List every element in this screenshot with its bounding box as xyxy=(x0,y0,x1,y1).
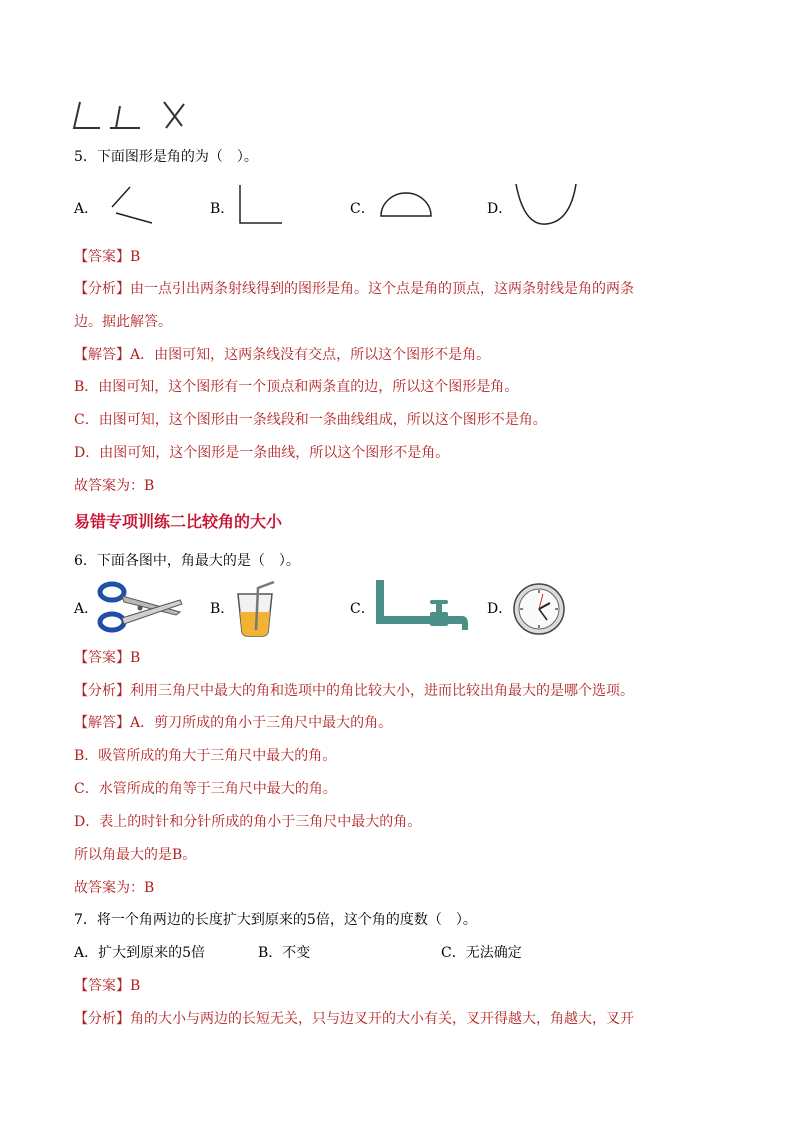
q6-option-c-water-pipe-icon xyxy=(374,578,474,638)
q5-answer: 【答案】B xyxy=(74,249,141,265)
q5-option-b-label[interactable]: B． xyxy=(210,201,235,217)
q5-analysis-line1: 【分析】由一点引出两条射线得到的图形是角。这个点是角的顶点，这两条射线是角的两条 xyxy=(74,281,634,297)
q5-option-d-label[interactable]: D． xyxy=(487,201,513,217)
q5-solution-c: C．由图可知，这个图形由一条线段和一条曲线组成，所以这个图形不是角。 xyxy=(74,412,547,428)
q6-option-c-label[interactable]: C． xyxy=(350,601,375,617)
q7-option-b[interactable]: B．不变 xyxy=(258,945,311,961)
q6-option-b-label[interactable]: B． xyxy=(210,601,235,617)
q6-conclusion: 故答案为：B xyxy=(74,880,155,896)
q6-option-b-glass-straw-icon xyxy=(234,580,278,638)
q5-solution-b: B．由图可知，这个图形有一个顶点和两条直的边，所以这个图形是角。 xyxy=(74,379,519,395)
q6-answer: 【答案】B xyxy=(74,650,141,666)
section-title: 易错专项训练二比较角的大小 xyxy=(74,512,283,531)
q5-conclusion: 故答案为：B xyxy=(74,478,155,494)
q6-option-d-clock-icon xyxy=(512,582,566,636)
q6-solution-a: 【解答】A．剪刀所成的角小于三角尺中最大的角。 xyxy=(74,715,393,731)
q5-option-b-right-angle-figure xyxy=(234,183,286,225)
q6-option-d-label[interactable]: D． xyxy=(487,601,513,617)
q7-option-c[interactable]: C．无法确定 xyxy=(441,945,522,961)
q6-analysis: 【分析】利用三角尺中最大的角和选项中的角比较大小，进而比较出角最大的是哪个选项。 xyxy=(74,683,634,699)
q6-option-a-label[interactable]: A． xyxy=(74,601,99,617)
q5-analysis-line2: 边。据此解答。 xyxy=(74,314,172,330)
q6-solution-d: D．表上的时针和分针所成的角小于三角尺中最大的角。 xyxy=(74,814,422,830)
q5-option-a-two-lines-figure xyxy=(108,183,158,225)
q6-summary: 所以角最大的是B。 xyxy=(74,847,197,863)
q6-solution-b: B．吸管所成的角大于三角尺中最大的角。 xyxy=(74,748,337,764)
q5-solution-d: D．由图可知，这个图形是一条曲线，所以这个图形不是角。 xyxy=(74,445,450,461)
q6-solution-c: C．水管所成的角等于三角尺中最大的角。 xyxy=(74,781,337,797)
q6-question: 6．下面各图中，角最大的是（ ）。 xyxy=(74,553,300,569)
q5-option-a-label[interactable]: A． xyxy=(74,201,99,217)
q5-option-d-curve-figure xyxy=(512,180,582,226)
q7-option-a[interactable]: A．扩大到原来的5倍 xyxy=(74,945,206,961)
q7-answer: 【答案】B xyxy=(74,978,141,994)
q7-question: 7．将一个角两边的长度扩大到原来的5倍，这个角的度数（ ）。 xyxy=(74,912,477,928)
q6-option-a-scissors-icon xyxy=(96,578,186,636)
top-angle-shapes-figure xyxy=(68,98,198,134)
q5-option-c-semicircle-figure xyxy=(378,190,434,220)
q5-solution-a: 【解答】A．由图可知，这两条线没有交点，所以这个图形不是角。 xyxy=(74,347,491,363)
q5-option-c-label[interactable]: C． xyxy=(350,201,375,217)
q5-question: 5．下面图形是角的为（ ）。 xyxy=(74,149,258,165)
q7-analysis: 【分析】角的大小与两边的长短无关，只与边叉开的大小有关，叉开得越大，角越大，叉开 xyxy=(74,1011,634,1027)
